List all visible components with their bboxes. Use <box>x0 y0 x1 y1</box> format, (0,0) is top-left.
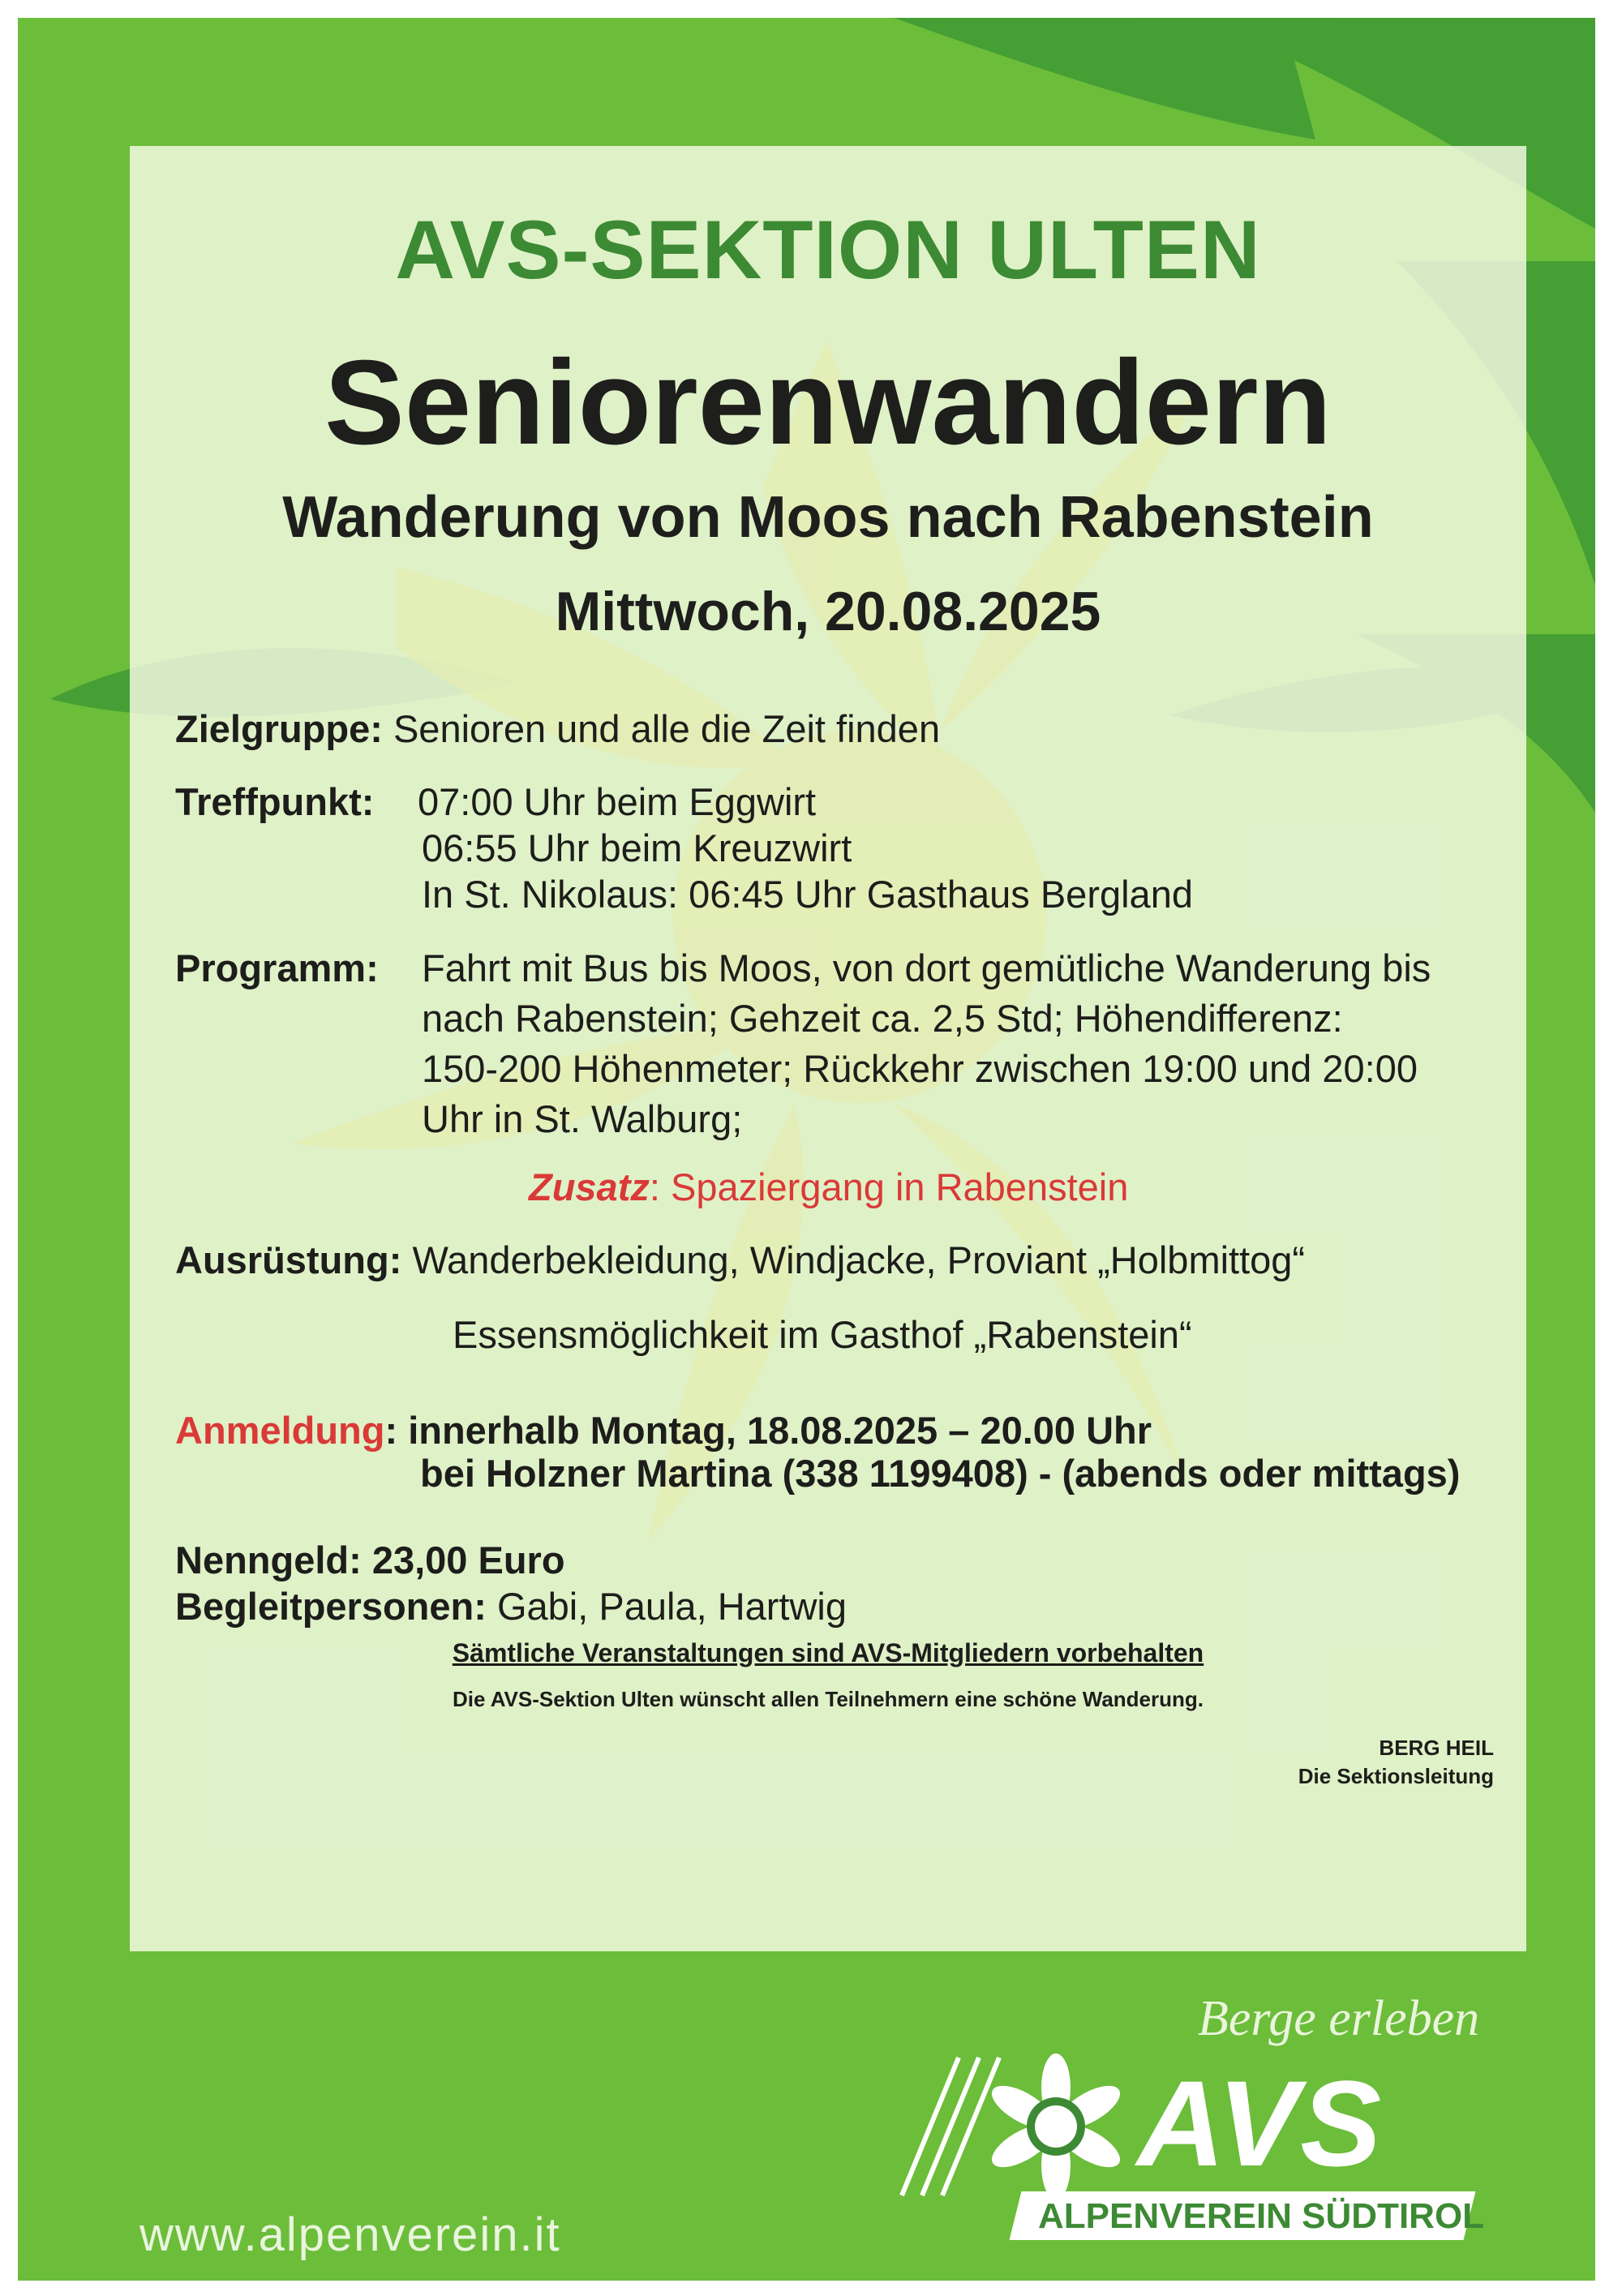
greeting: BERG HEIL <box>1379 1736 1494 1760</box>
treffpunkt-line: 06:55 Uhr beim Kreuzwirt <box>422 826 852 869</box>
begleitpersonen-row <box>175 1583 847 1629</box>
ausruestung-row <box>175 1237 1305 1283</box>
avs-logo <box>894 2054 1526 2256</box>
programm-line: nach Rabenstein; Gehzeit ca. 2,5 Std; Höhendifferenz: <box>422 997 1343 1040</box>
nenngeld-row: Nenngeld: 23,00 Euro <box>175 1539 565 1581</box>
programm-line: Uhr in St. Walburg; <box>422 1097 743 1140</box>
event-subtitle: Wanderung von Moos nach Rabenstein <box>282 485 1374 550</box>
zielgruppe-label: Zielgruppe: <box>175 707 383 750</box>
begleitpersonen-label: Begleitpersonen: <box>175 1585 487 1628</box>
section-heading: AVS-SEKTION ULTEN <box>395 204 1261 296</box>
ausruestung-label: Ausrüstung: <box>175 1238 402 1281</box>
content-panel <box>130 146 1526 1951</box>
zusatz-label: Zusatz <box>529 1165 650 1208</box>
members-notice: Sämtliche Veranstaltungen sind AVS-Mitgliedern vorbehalten <box>452 1638 1204 1667</box>
programm-line: Fahrt mit Bus bis Moos, von dort gemütliche Wanderung bis <box>422 946 1431 989</box>
treffpunkt-line: In St. Nikolaus: 06:45 Uhr Gasthaus Bergland <box>422 873 1193 916</box>
treffpunkt-label-row <box>175 779 374 825</box>
treffpunkt-line: 07:00 Uhr beim Eggwirt <box>418 780 817 823</box>
programm-label: Programm: <box>175 946 379 989</box>
zielgruppe-row <box>175 706 940 752</box>
flyer-content <box>130 146 1526 1951</box>
event-title: Seniorenwandern <box>324 336 1332 470</box>
wish-note: Die AVS-Sektion Ulten wünscht allen Teilnehmern eine schöne Wanderung. <box>452 1687 1204 1711</box>
slogan: Berge erleben <box>1198 1991 1480 2046</box>
website-url[interactable]: www.alpenverein.it <box>139 2208 561 2261</box>
edelweiss-icon <box>894 2054 1137 2199</box>
ausruestung-line: Wanderbekleidung, Windjacke, Proviant „Holbmittog“ <box>412 1238 1306 1281</box>
begleitpersonen-value: Gabi, Paula, Hartwig <box>496 1585 847 1628</box>
anmeldung-label: Anmeldung <box>175 1409 385 1452</box>
signature: Die Sektionsleitung <box>1298 1764 1494 1788</box>
anmeldung-line: : innerhalb Montag, 18.08.2025 – 20.00 Uhr <box>384 1409 1152 1452</box>
ausruestung-line: Essensmöglichkeit im Gasthof „Rabenstein“ <box>453 1313 1192 1356</box>
treffpunkt-label: Treffpunkt: <box>175 780 375 823</box>
poster <box>18 18 1595 2281</box>
anmeldung-line: bei Holzner Martina (338 1199408) - (abends oder mittags) <box>420 1452 1461 1495</box>
brand-text: AVS <box>1137 2055 1384 2191</box>
event-date: Mittwoch, 20.08.2025 <box>555 581 1101 642</box>
anmeldung-row <box>175 1407 1152 1453</box>
brand-subtitle: ALPENVEREIN SÜDTIROL <box>1038 2196 1485 2236</box>
zusatz-value: : Spaziergang in Rabenstein <box>649 1165 1129 1208</box>
zielgruppe-value: Senioren und alle die Zeit finden <box>393 707 941 750</box>
programm-line: 150-200 Höhenmeter; Rückkehr zwischen 19:00 und 20:00 <box>422 1047 1418 1090</box>
programm-label-row <box>175 945 379 991</box>
zusatz-row <box>529 1164 1128 1210</box>
